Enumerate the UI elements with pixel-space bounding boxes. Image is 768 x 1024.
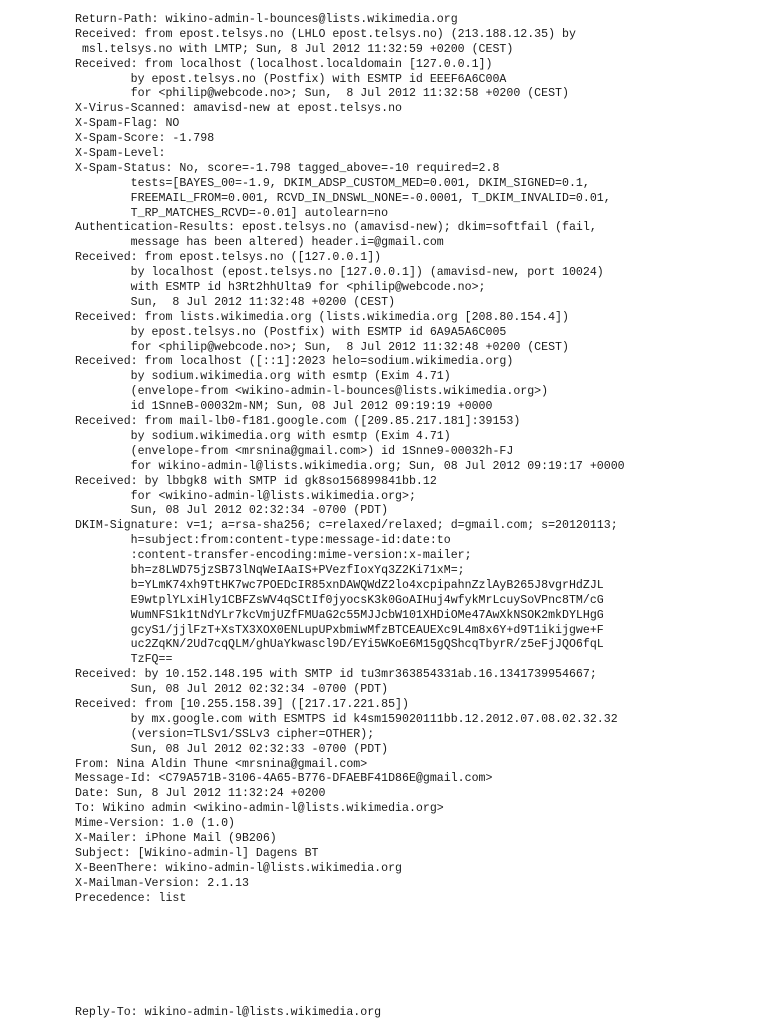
- header-line: Sun, 08 Jul 2012 02:32:34 -0700 (PDT): [75, 683, 389, 697]
- header-line: (envelope-from <wikino-admin-l-bounces@lists.wikimedia.org>): [75, 385, 549, 399]
- header-line: Mime-Version: 1.0 (1.0): [75, 817, 236, 831]
- header-line: Received: from localhost (localhost.localdomain [127.0.0.1]): [75, 57, 493, 71]
- header-line: by mx.google.com with ESMTPS id k4sm159020111bb.12.2012.07.08.02.32.32: [75, 712, 618, 726]
- header-line: To: Wikino admin <wikino-admin-l@lists.wikimedia.org>: [75, 802, 444, 816]
- header-line: h=subject:from:content-type:message-id:date:to: [75, 534, 451, 548]
- header-line: Return-Path: wikino-admin-l-bounces@lists.wikimedia.org: [75, 13, 458, 26]
- header-line: Received: from localhost ([::1]:2023 helo=sodium.wikimedia.org): [75, 355, 514, 369]
- header-line: Sun, 8 Jul 2012 11:32:48 +0200 (CEST): [75, 295, 396, 309]
- header-line: Precedence: list: [75, 891, 187, 905]
- header-line: Authentication-Results: epost.telsys.no (amavisd-new); dkim=softfail (fail,: [75, 221, 597, 235]
- header-line: Message-Id: <C79A571B-3106-4A65-B776-DFAEBF41D86E@gmail.com>: [75, 772, 493, 786]
- header-line: Sun, 08 Jul 2012 02:32:34 -0700 (PDT): [75, 504, 389, 518]
- header-line: Received: from lists.wikimedia.org (lists.wikimedia.org [208.80.154.4]): [75, 310, 569, 324]
- header-line: by epost.telsys.no (Postfix) with ESMTP id 6A9A5A6C005: [75, 325, 507, 339]
- header-line: Sun, 08 Jul 2012 02:32:33 -0700 (PDT): [75, 742, 389, 756]
- header-line: id 1SnneB-00032m-NM; Sun, 08 Jul 2012 09:19:19 +0000: [75, 400, 493, 414]
- header-line: for <philip@webcode.no>; Sun, 8 Jul 2012 11:32:48 +0200 (CEST): [75, 340, 569, 354]
- header-line: by sodium.wikimedia.org with esmtp (Exim 4.71): [75, 429, 451, 443]
- header-line: Received: by lbbgk8 with SMTP id gk8so156899841bb.12: [75, 474, 437, 488]
- header-line: WumNFS1k1tNdYLr7kcVmjUZfFMUaG2c55MJJcbW101XHDiOMe47AwXkNSOK2mkDYLHgG: [75, 608, 604, 622]
- header-line: Received: from epost.telsys.no (LHLO epost.telsys.no) (213.188.12.35) by: [75, 27, 576, 41]
- header-line: Subject: [Wikino-admin-l] Dagens BT: [75, 846, 319, 860]
- header-line: DKIM-Signature: v=1; a=rsa-sha256; c=relaxed/relaxed; d=gmail.com; s=20120113;: [75, 519, 618, 533]
- header-line: b=YLmK74xh9TtHK7wc7POEDcIR85xnDAWQWdZ2lo4xcpipahnZzlAyB265J8vgrHdZJL: [75, 578, 604, 592]
- header-line: by sodium.wikimedia.org with esmtp (Exim 4.71): [75, 370, 451, 384]
- header-line: message has been altered) header.i=@gmail.com: [75, 236, 444, 250]
- header-line: Date: Sun, 8 Jul 2012 11:32:24 +0200: [75, 787, 326, 801]
- header-line: X-Spam-Level:: [75, 147, 166, 161]
- header-line: From: Nina Aldin Thune <mrsnina@gmail.com>: [75, 757, 368, 771]
- header-line: uc2ZqKN/2Ud7cqQLM/ghUaYkwascl9D/EYi5WKoE6M15gQShcqTbyrR/z5eFjJQO6fqL: [75, 638, 604, 652]
- header-line: X-Mailer: iPhone Mail (9B206): [75, 831, 277, 845]
- header-line: by localhost (epost.telsys.no [127.0.0.1]) (amavisd-new, port 10024): [75, 266, 604, 280]
- email-raw-headers: [75, 13, 625, 906]
- header-line: msl.telsys.no with LMTP; Sun, 8 Jul 2012 11:32:59 +0200 (CEST): [75, 42, 514, 56]
- header-line: T_RP_MATCHES_RCVD=-0.01] autolearn=no: [75, 206, 389, 220]
- header-line: X-Spam-Score: -1.798: [75, 132, 215, 146]
- header-line: with ESMTP id h3Rt2hhUlta9 for <philip@webcode.no>;: [75, 281, 486, 295]
- header-line: bh=z8LWD75jzSB73lNqWeIAaIS+PVezfIoxYq3Z2Ki71xM=;: [75, 563, 465, 577]
- header-line: :content-transfer-encoding:mime-version:x-mailer;: [75, 549, 472, 563]
- header-line: for <philip@webcode.no>; Sun, 8 Jul 2012 11:32:58 +0200 (CEST): [75, 87, 569, 101]
- header-line: for <wikino-admin-l@lists.wikimedia.org>;: [75, 489, 416, 503]
- header-line: TzFQ==: [75, 653, 173, 667]
- header-line: X-Spam-Flag: NO: [75, 117, 180, 131]
- header-line: FREEMAIL_FROM=0.001, RCVD_IN_DNSWL_NONE=-0.0001, T_DKIM_INVALID=0.01,: [75, 191, 611, 205]
- header-line: X-Virus-Scanned: amavisd-new at epost.telsys.no: [75, 102, 402, 116]
- header-line: X-Spam-Status: No, score=-1.798 tagged_above=-10 required=2.8: [75, 161, 500, 175]
- reply-to-header-line: Reply-To: wikino-admin-l@lists.wikimedia.org: [75, 1006, 382, 1019]
- header-line: Received: from mail-lb0-f181.google.com ([209.85.217.181]:39153): [75, 415, 521, 429]
- header-line: E9wtplYLxiHly1CBFZsWV4qSCtIf0jyocsK3k0GoAIHuj4wfykMrLcuySoVPnc8TM/cG: [75, 593, 604, 607]
- header-line: (envelope-from <mrsnina@gmail.com>) id 1Snne9-00032h-FJ: [75, 444, 514, 458]
- header-line: Received: from [10.255.158.39] ([217.17.221.85]): [75, 697, 409, 711]
- header-line: (version=TLSv1/SSLv3 cipher=OTHER);: [75, 727, 375, 741]
- header-line: for wikino-admin-l@lists.wikimedia.org; Sun, 08 Jul 2012 09:19:17 +0000: [75, 459, 625, 473]
- header-line: by epost.telsys.no (Postfix) with ESMTP id EEEF6A6C00A: [75, 72, 507, 86]
- header-line: tests=[BAYES_00=-1.9, DKIM_ADSP_CUSTOM_MED=0.001, DKIM_SIGNED=0.1,: [75, 176, 590, 190]
- header-line: Received: from epost.telsys.no ([127.0.0.1]): [75, 251, 382, 265]
- header-line: X-BeenThere: wikino-admin-l@lists.wikimedia.org: [75, 861, 402, 875]
- header-line: gcyS1/jjlFzT+XsTX3XOX0ENLupUPxbmiwMfzBTCEAUEXc9L4m8x6Y+d9T1ikijgwe+F: [75, 623, 604, 637]
- header-line: Received: by 10.152.148.195 with SMTP id tu3mr363854331ab.16.1341739954667;: [75, 668, 597, 682]
- header-line: X-Mailman-Version: 2.1.13: [75, 876, 249, 890]
